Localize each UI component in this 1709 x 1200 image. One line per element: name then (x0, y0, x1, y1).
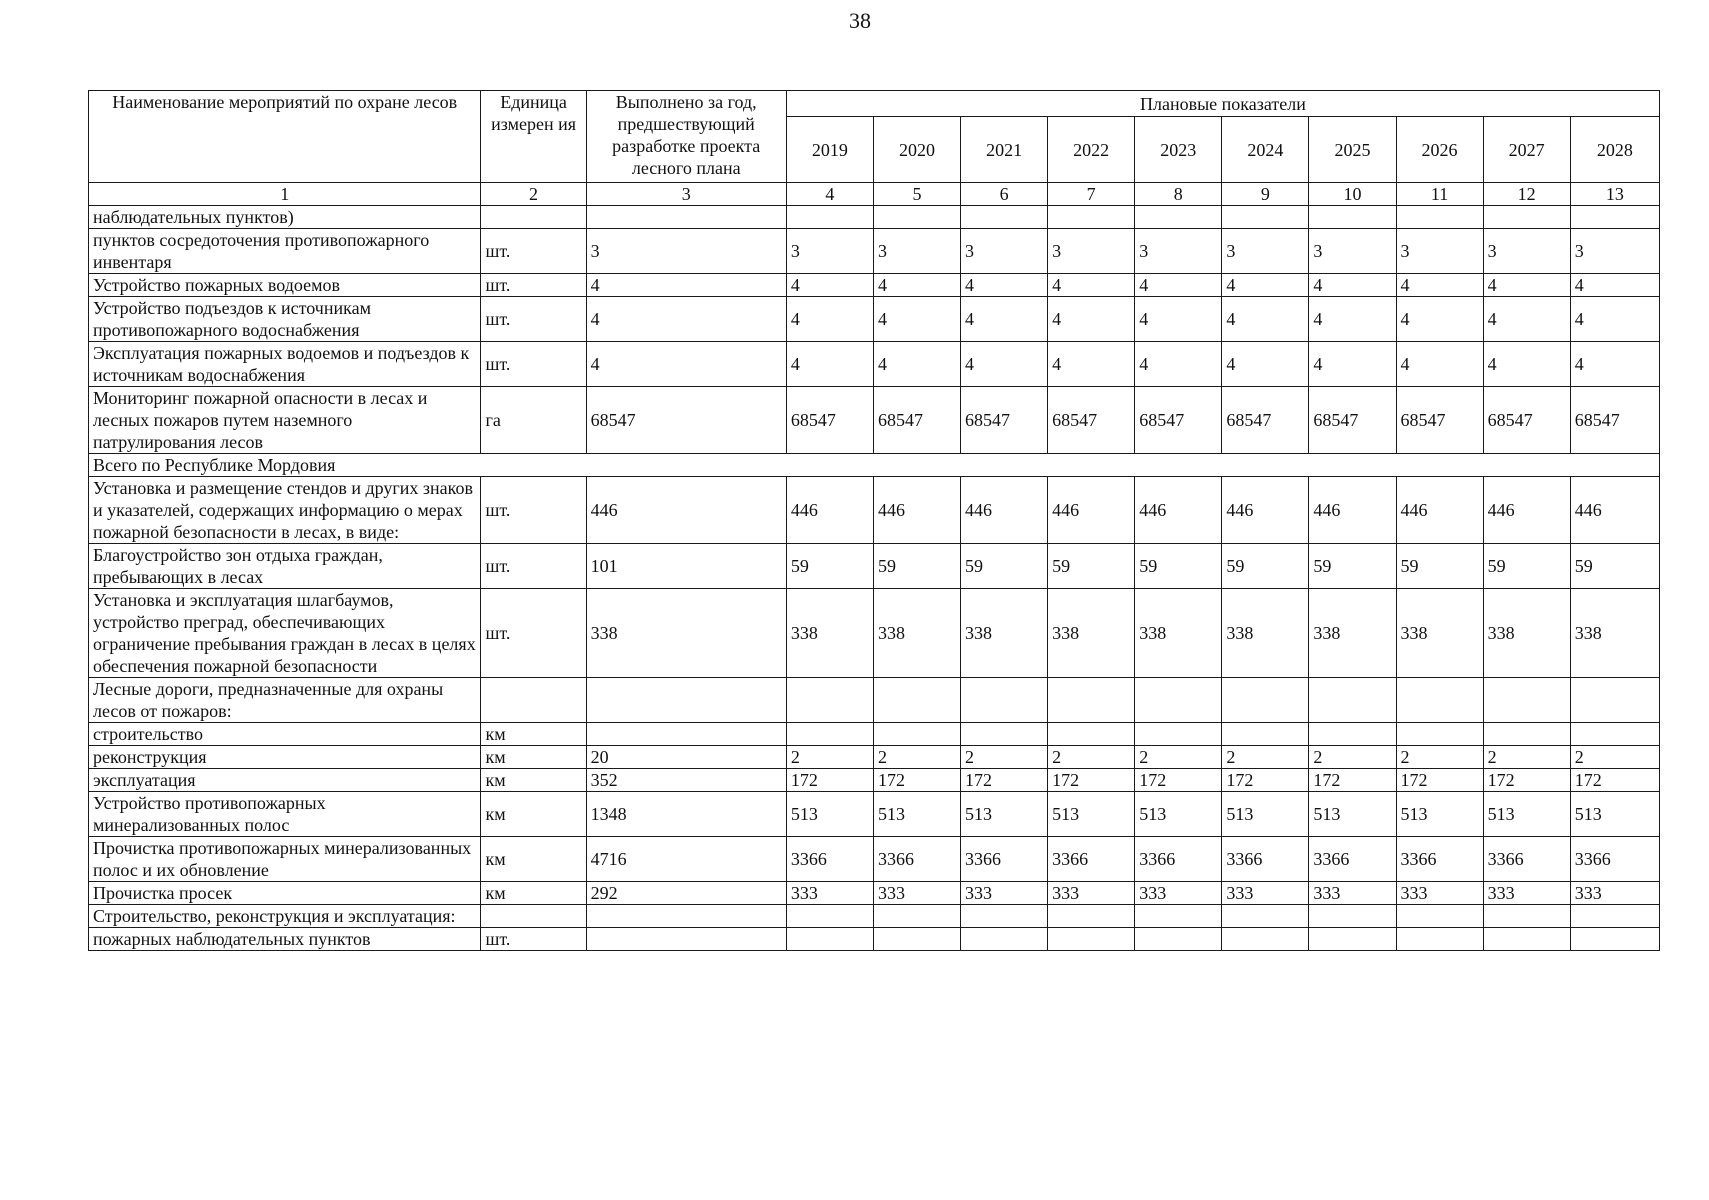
plan-value-2021: 172 (961, 769, 1048, 792)
table-row (89, 229, 1660, 274)
previous-year-value (586, 678, 786, 723)
plan-value-2025 (1309, 678, 1396, 723)
previous-year-value (586, 905, 786, 928)
plan-value-2028: 4 (1570, 297, 1659, 342)
plan-value-2024: 4 (1222, 274, 1309, 297)
plan-value-2021: 59 (961, 544, 1048, 589)
plan-value-2019: 68547 (786, 387, 873, 454)
plan-value-2020: 4 (873, 274, 960, 297)
plan-value-2021 (961, 905, 1048, 928)
table-row (89, 387, 1660, 454)
measure-unit: шт. (481, 544, 586, 589)
plan-value-2027: 3366 (1483, 837, 1570, 882)
column-number: 6 (961, 183, 1048, 206)
column-number: 12 (1483, 183, 1570, 206)
plan-value-2022 (1048, 928, 1135, 951)
plan-value-2024 (1222, 905, 1309, 928)
plan-value-2024: 4 (1222, 342, 1309, 387)
plan-value-2020: 59 (873, 544, 960, 589)
plan-value-2024: 2 (1222, 746, 1309, 769)
plan-value-2020: 172 (873, 769, 960, 792)
plan-value-2026: 2 (1396, 746, 1483, 769)
table-row (89, 769, 1660, 792)
plan-value-2019: 4 (786, 297, 873, 342)
plan-value-2025: 4 (1309, 342, 1396, 387)
plan-value-2020: 2 (873, 746, 960, 769)
measure-name: Устройство противопожарных минерализованных полос (89, 792, 481, 837)
section-title: Всего по Республике Мордовия (89, 454, 1660, 477)
plan-value-2026: 68547 (1396, 387, 1483, 454)
plan-value-2027: 3 (1483, 229, 1570, 274)
table-row (89, 206, 1660, 229)
measure-name: Прочистка противопожарных минерализованных полос и их обновление (89, 837, 481, 882)
plan-value-2020: 3 (873, 229, 960, 274)
plan-value-2026 (1396, 905, 1483, 928)
plan-value-2021 (961, 723, 1048, 746)
plan-value-2027 (1483, 928, 1570, 951)
header-year: 2026 (1396, 117, 1483, 183)
plan-value-2028: 333 (1570, 882, 1659, 905)
header-done: Выполнено за год, предшествующий разработке проекта лесного плана (586, 91, 786, 183)
plan-value-2019: 2 (786, 746, 873, 769)
plan-value-2023: 59 (1135, 544, 1222, 589)
plan-value-2028 (1570, 206, 1659, 229)
plan-value-2027: 172 (1483, 769, 1570, 792)
table-row (89, 678, 1660, 723)
plan-value-2028: 59 (1570, 544, 1659, 589)
header-unit: Единица измерен ия (481, 91, 586, 183)
header-year: 2020 (873, 117, 960, 183)
measure-name: наблюдательных пунктов) (89, 206, 481, 229)
plan-value-2023: 446 (1135, 477, 1222, 544)
header-plan: Плановые показатели (786, 91, 1659, 117)
plan-value-2024: 59 (1222, 544, 1309, 589)
column-number-row (89, 183, 1660, 206)
plan-value-2020: 68547 (873, 387, 960, 454)
column-number: 8 (1135, 183, 1222, 206)
column-number: 9 (1222, 183, 1309, 206)
plan-value-2021: 338 (961, 589, 1048, 678)
plan-value-2022 (1048, 905, 1135, 928)
plan-value-2019: 3 (786, 229, 873, 274)
plan-value-2023: 513 (1135, 792, 1222, 837)
plan-value-2020 (873, 206, 960, 229)
header-year: 2024 (1222, 117, 1309, 183)
plan-value-2021: 3366 (961, 837, 1048, 882)
previous-year-value: 4 (586, 274, 786, 297)
previous-year-value: 1348 (586, 792, 786, 837)
measure-name: реконструкция (89, 746, 481, 769)
plan-value-2019: 172 (786, 769, 873, 792)
plan-value-2025: 2 (1309, 746, 1396, 769)
plan-value-2025 (1309, 905, 1396, 928)
table-row (89, 792, 1660, 837)
measure-unit (481, 905, 586, 928)
plan-value-2027: 446 (1483, 477, 1570, 544)
measure-name: Эксплуатация пожарных водоемов и подъездов к источникам водоснабжения (89, 342, 481, 387)
plan-value-2020: 338 (873, 589, 960, 678)
plan-value-2022: 333 (1048, 882, 1135, 905)
measure-name: Строительство, реконструкция и эксплуатация: (89, 905, 481, 928)
plan-value-2019 (786, 678, 873, 723)
plan-value-2025 (1309, 206, 1396, 229)
column-number: 5 (873, 183, 960, 206)
plan-value-2026: 338 (1396, 589, 1483, 678)
plan-value-2027: 4 (1483, 274, 1570, 297)
plan-value-2028: 2 (1570, 746, 1659, 769)
plan-value-2022: 338 (1048, 589, 1135, 678)
measure-name: пожарных наблюдательных пунктов (89, 928, 481, 951)
measure-unit: км (481, 882, 586, 905)
header-year: 2019 (786, 117, 873, 183)
plan-value-2025: 513 (1309, 792, 1396, 837)
plan-value-2023 (1135, 723, 1222, 746)
plan-value-2021: 333 (961, 882, 1048, 905)
section-row (89, 454, 1660, 477)
plan-value-2020 (873, 905, 960, 928)
plan-value-2022: 4 (1048, 297, 1135, 342)
plan-value-2023: 333 (1135, 882, 1222, 905)
table-row (89, 589, 1660, 678)
plan-value-2027 (1483, 723, 1570, 746)
plan-value-2021: 4 (961, 342, 1048, 387)
previous-year-value (586, 723, 786, 746)
plan-value-2026 (1396, 678, 1483, 723)
plan-value-2022: 2 (1048, 746, 1135, 769)
plan-value-2026 (1396, 723, 1483, 746)
column-number: 1 (89, 183, 481, 206)
table-row (89, 297, 1660, 342)
measure-unit: шт. (481, 229, 586, 274)
plan-value-2026 (1396, 206, 1483, 229)
plan-value-2026: 59 (1396, 544, 1483, 589)
plan-value-2019: 3366 (786, 837, 873, 882)
plan-value-2019 (786, 905, 873, 928)
plan-value-2019: 446 (786, 477, 873, 544)
plan-value-2026 (1396, 928, 1483, 951)
plan-value-2021 (961, 206, 1048, 229)
plan-value-2019: 4 (786, 274, 873, 297)
table-row (89, 477, 1660, 544)
measure-unit: км (481, 769, 586, 792)
plan-value-2021: 2 (961, 746, 1048, 769)
previous-year-value: 4 (586, 342, 786, 387)
column-number: 2 (481, 183, 586, 206)
previous-year-value: 3 (586, 229, 786, 274)
measure-unit: шт. (481, 274, 586, 297)
plan-value-2025: 59 (1309, 544, 1396, 589)
plan-value-2024: 333 (1222, 882, 1309, 905)
plan-value-2023: 172 (1135, 769, 1222, 792)
previous-year-value (586, 206, 786, 229)
plan-value-2027: 4 (1483, 297, 1570, 342)
table-row (89, 905, 1660, 928)
measure-unit (481, 206, 586, 229)
plan-value-2019 (786, 723, 873, 746)
plan-value-2027: 59 (1483, 544, 1570, 589)
measure-unit: га (481, 387, 586, 454)
plan-value-2025: 3366 (1309, 837, 1396, 882)
measure-unit: шт. (481, 342, 586, 387)
plan-value-2020: 333 (873, 882, 960, 905)
measure-unit: км (481, 723, 586, 746)
header-year: 2021 (961, 117, 1048, 183)
plan-value-2027: 68547 (1483, 387, 1570, 454)
plan-value-2025: 4 (1309, 297, 1396, 342)
plan-value-2019: 4 (786, 342, 873, 387)
previous-year-value: 292 (586, 882, 786, 905)
plan-value-2028: 513 (1570, 792, 1659, 837)
plan-value-2022: 513 (1048, 792, 1135, 837)
plan-value-2020: 446 (873, 477, 960, 544)
plan-value-2020 (873, 928, 960, 951)
previous-year-value: 101 (586, 544, 786, 589)
measure-name: строительство (89, 723, 481, 746)
plan-value-2019 (786, 928, 873, 951)
plan-value-2026: 333 (1396, 882, 1483, 905)
plan-value-2022: 59 (1048, 544, 1135, 589)
plan-value-2025: 333 (1309, 882, 1396, 905)
plan-value-2028: 4 (1570, 342, 1659, 387)
plan-value-2024: 338 (1222, 589, 1309, 678)
measure-name: Прочистка просек (89, 882, 481, 905)
plan-value-2028 (1570, 678, 1659, 723)
plan-value-2022 (1048, 723, 1135, 746)
plan-value-2021 (961, 928, 1048, 951)
header-year: 2022 (1048, 117, 1135, 183)
plan-value-2024: 446 (1222, 477, 1309, 544)
plan-value-2027: 513 (1483, 792, 1570, 837)
plan-value-2023 (1135, 678, 1222, 723)
column-number: 7 (1048, 183, 1135, 206)
plan-value-2022 (1048, 206, 1135, 229)
plan-value-2023: 2 (1135, 746, 1222, 769)
plan-value-2027: 2 (1483, 746, 1570, 769)
column-number: 10 (1309, 183, 1396, 206)
plan-value-2022: 68547 (1048, 387, 1135, 454)
plan-value-2020: 4 (873, 297, 960, 342)
plan-value-2023: 338 (1135, 589, 1222, 678)
plan-value-2020: 513 (873, 792, 960, 837)
plan-value-2022: 446 (1048, 477, 1135, 544)
plan-value-2024 (1222, 928, 1309, 951)
plan-value-2026: 446 (1396, 477, 1483, 544)
plan-value-2024 (1222, 723, 1309, 746)
page-number: 38 (849, 8, 871, 33)
plan-value-2023 (1135, 206, 1222, 229)
table-row (89, 274, 1660, 297)
header-year: 2023 (1135, 117, 1222, 183)
plan-value-2020: 3366 (873, 837, 960, 882)
plan-value-2027: 333 (1483, 882, 1570, 905)
plan-value-2024: 68547 (1222, 387, 1309, 454)
table-body (89, 206, 1660, 951)
plan-value-2026: 172 (1396, 769, 1483, 792)
plan-value-2026: 513 (1396, 792, 1483, 837)
plan-value-2020 (873, 678, 960, 723)
plan-value-2023: 3 (1135, 229, 1222, 274)
plan-value-2021: 4 (961, 297, 1048, 342)
plan-value-2024: 513 (1222, 792, 1309, 837)
plan-value-2028: 68547 (1570, 387, 1659, 454)
plan-value-2025: 338 (1309, 589, 1396, 678)
plan-value-2021: 446 (961, 477, 1048, 544)
plan-value-2028 (1570, 723, 1659, 746)
plan-value-2025 (1309, 928, 1396, 951)
plan-value-2021: 68547 (961, 387, 1048, 454)
header-year: 2027 (1483, 117, 1570, 183)
plan-value-2024 (1222, 206, 1309, 229)
previous-year-value: 20 (586, 746, 786, 769)
table-row (89, 342, 1660, 387)
plan-value-2021: 3 (961, 229, 1048, 274)
column-number: 11 (1396, 183, 1483, 206)
plan-value-2019: 513 (786, 792, 873, 837)
measure-unit: шт. (481, 477, 586, 544)
plan-value-2027 (1483, 678, 1570, 723)
plan-value-2028: 172 (1570, 769, 1659, 792)
previous-year-value: 4716 (586, 837, 786, 882)
measure-name: пунктов сосредоточения противопожарного инвентаря (89, 229, 481, 274)
plan-value-2026: 4 (1396, 342, 1483, 387)
measure-name: Мониторинг пожарной опасности в лесах и лесных пожаров путем наземного патрулирования лесов (89, 387, 481, 454)
column-number: 3 (586, 183, 786, 206)
measure-name: Установка и эксплуатация шлагбаумов, устройство преград, обеспечивающих ограничение пребывания граждан в лесах в целях обеспечения пожарной безопасности (89, 589, 481, 678)
measure-unit: км (481, 792, 586, 837)
plan-value-2023 (1135, 905, 1222, 928)
plan-value-2024: 172 (1222, 769, 1309, 792)
plan-value-2025 (1309, 723, 1396, 746)
plan-value-2028: 338 (1570, 589, 1659, 678)
plan-value-2028: 3 (1570, 229, 1659, 274)
plan-value-2028: 4 (1570, 274, 1659, 297)
plan-value-2021 (961, 678, 1048, 723)
plan-value-2019: 59 (786, 544, 873, 589)
plan-value-2022: 4 (1048, 342, 1135, 387)
table-row (89, 837, 1660, 882)
plan-value-2024 (1222, 678, 1309, 723)
measure-unit: шт. (481, 928, 586, 951)
plan-value-2027: 338 (1483, 589, 1570, 678)
column-number: 13 (1570, 183, 1659, 206)
header-name: Наименование мероприятий по охране лесов (89, 91, 481, 183)
table-row (89, 723, 1660, 746)
plan-value-2021: 513 (961, 792, 1048, 837)
previous-year-value: 352 (586, 769, 786, 792)
previous-year-value (586, 928, 786, 951)
plan-value-2027 (1483, 905, 1570, 928)
table-row (89, 928, 1660, 951)
plan-value-2023: 4 (1135, 342, 1222, 387)
table-row (89, 746, 1660, 769)
measure-unit: км (481, 837, 586, 882)
plan-value-2019 (786, 206, 873, 229)
measure-unit: шт. (481, 297, 586, 342)
plan-value-2024: 3366 (1222, 837, 1309, 882)
measure-name: Благоустройство зон отдыха граждан, пребывающих в лесах (89, 544, 481, 589)
plan-value-2027 (1483, 206, 1570, 229)
plan-value-2019: 338 (786, 589, 873, 678)
header-year: 2025 (1309, 117, 1396, 183)
measure-unit: км (481, 746, 586, 769)
measure-unit: шт. (481, 589, 586, 678)
previous-year-value: 338 (586, 589, 786, 678)
measure-name: Устройство пожарных водоемов (89, 274, 481, 297)
plan-value-2019: 333 (786, 882, 873, 905)
measure-name: Лесные дороги, предназначенные для охраны лесов от пожаров: (89, 678, 481, 723)
measure-name: Устройство подъездов к источникам противопожарного водоснабжения (89, 297, 481, 342)
plan-value-2024: 4 (1222, 297, 1309, 342)
plan-value-2026: 4 (1396, 297, 1483, 342)
table-row (89, 544, 1660, 589)
plan-value-2022: 4 (1048, 274, 1135, 297)
measure-name: эксплуатация (89, 769, 481, 792)
plan-value-2025: 172 (1309, 769, 1396, 792)
measure-unit (481, 678, 586, 723)
fire-protection-plan-table (88, 90, 1660, 951)
plan-value-2023: 68547 (1135, 387, 1222, 454)
plan-value-2023: 4 (1135, 274, 1222, 297)
plan-value-2024: 3 (1222, 229, 1309, 274)
plan-value-2022: 172 (1048, 769, 1135, 792)
previous-year-value: 446 (586, 477, 786, 544)
plan-value-2028 (1570, 905, 1659, 928)
measure-name: Установка и размещение стендов и других знаков и указателей, содержащих информацию о мерах пожарной безопасности в лесах, в виде: (89, 477, 481, 544)
plan-value-2025: 4 (1309, 274, 1396, 297)
plan-value-2025: 446 (1309, 477, 1396, 544)
plan-value-2026: 3 (1396, 229, 1483, 274)
previous-year-value: 68547 (586, 387, 786, 454)
plan-value-2020: 4 (873, 342, 960, 387)
plan-value-2023: 3366 (1135, 837, 1222, 882)
plan-value-2022 (1048, 678, 1135, 723)
plan-value-2028: 446 (1570, 477, 1659, 544)
plan-value-2025: 3 (1309, 229, 1396, 274)
previous-year-value: 4 (586, 297, 786, 342)
column-number: 4 (786, 183, 873, 206)
plan-value-2023: 4 (1135, 297, 1222, 342)
plan-value-2021: 4 (961, 274, 1048, 297)
plan-value-2026: 3366 (1396, 837, 1483, 882)
table-row (89, 882, 1660, 905)
plan-value-2022: 3 (1048, 229, 1135, 274)
plan-value-2028: 3366 (1570, 837, 1659, 882)
plan-value-2028 (1570, 928, 1659, 951)
plan-value-2023 (1135, 928, 1222, 951)
plan-value-2020 (873, 723, 960, 746)
plan-value-2022: 3366 (1048, 837, 1135, 882)
plan-value-2027: 4 (1483, 342, 1570, 387)
header-year: 2028 (1570, 117, 1659, 183)
plan-value-2026: 4 (1396, 274, 1483, 297)
plan-value-2025: 68547 (1309, 387, 1396, 454)
